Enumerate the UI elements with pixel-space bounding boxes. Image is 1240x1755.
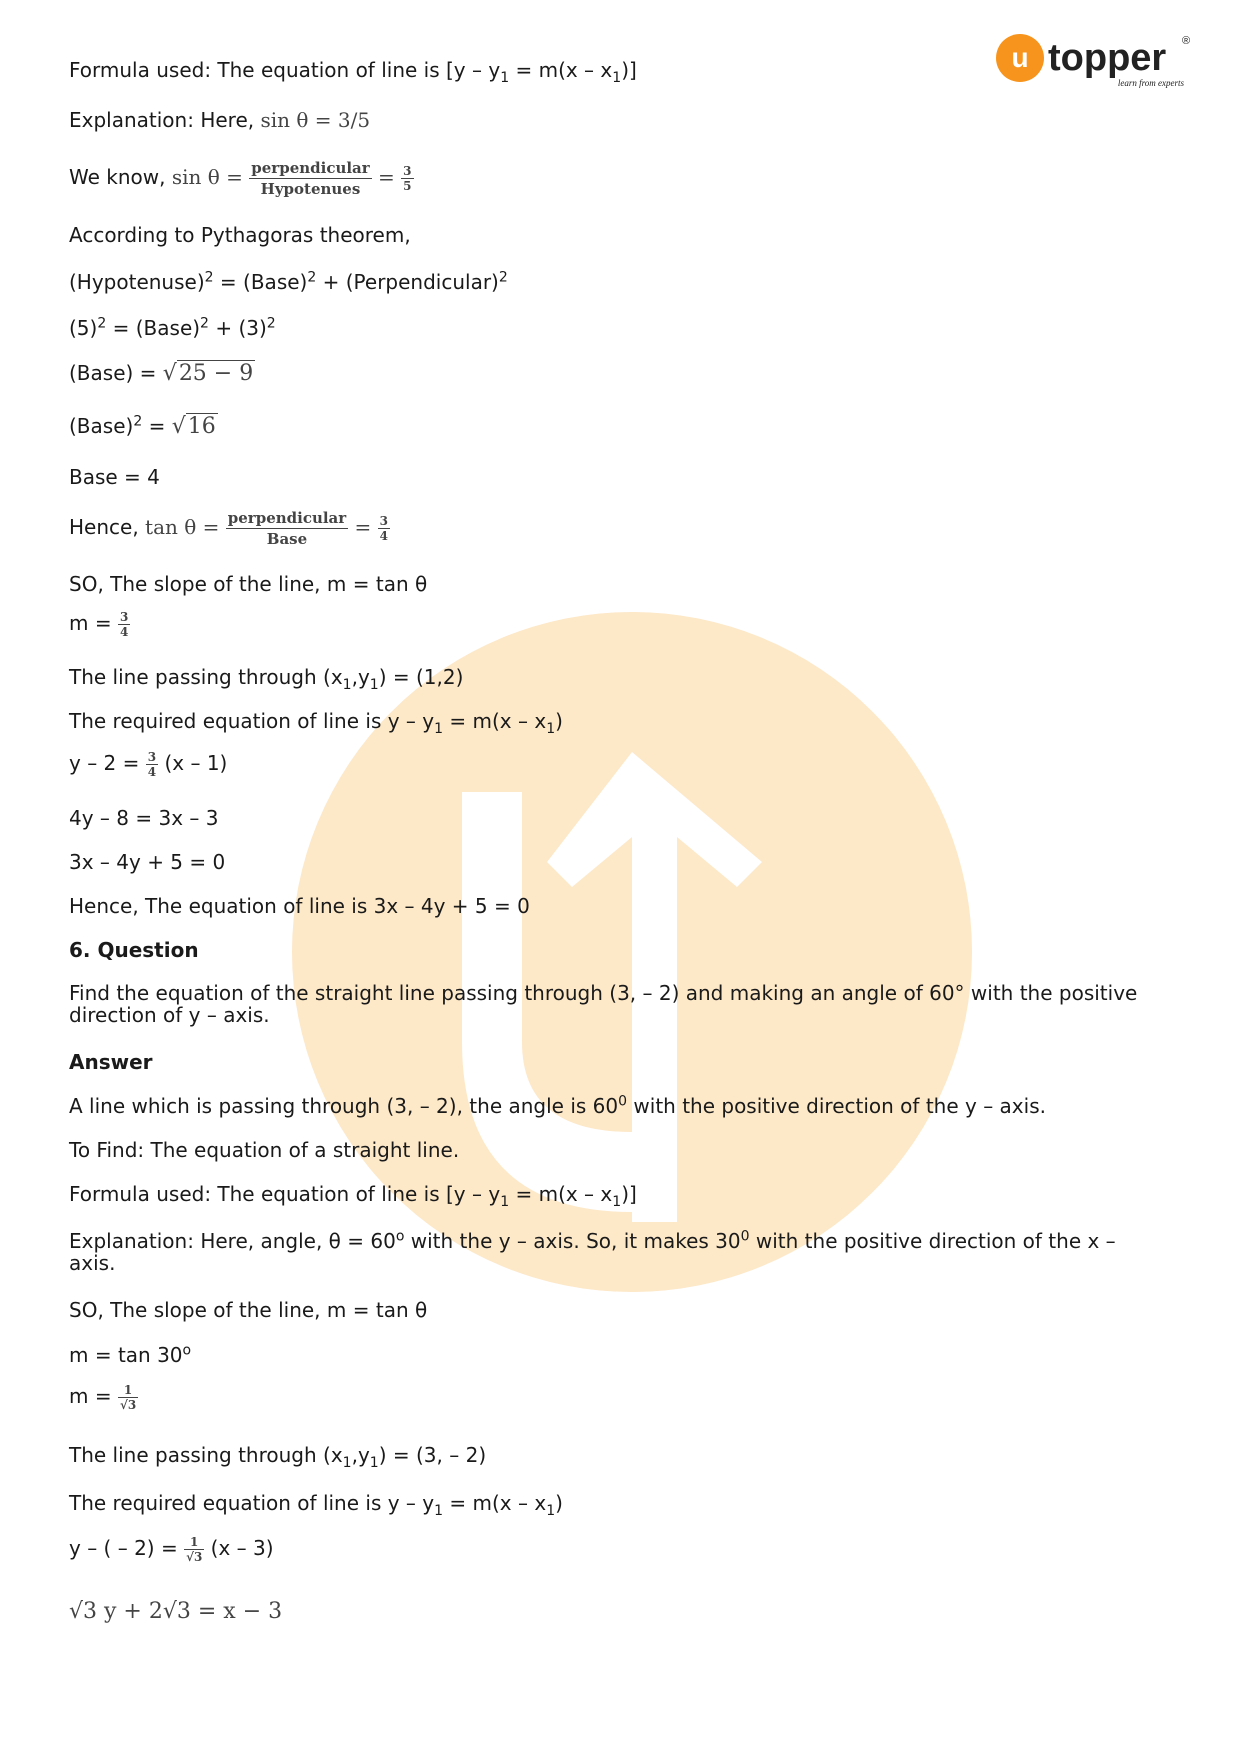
tan-definition-line: Hence, tan θ = $\frac{\text{perpendicular}}{\text{Base}}$ = $\frac{3}{4}$ [69,509,389,548]
answer-given-line: A line which is passing through (3, – 2), the angle is $60^0$ with the positive direction of the y – axis. [69,1093,1046,1118]
simplify-line-1: 4y – 8 = 3x – 3 [69,806,219,830]
logo-registered: ® [1182,35,1191,47]
fraction-3-4: $\frac{3}{4}$ [379,514,389,543]
question-heading: 6. Question [69,938,199,962]
slope-value-1: m = $\frac{3}{4}$ [69,610,129,639]
slope-line-1: SO, The slope of the line, m = tan θ [69,572,428,596]
sin-definition-line: We know, sin θ = $\frac{\text{perpendicular}}{\text{Hypotenues}}$ = $\frac{3}{5}$ [69,159,412,198]
substitution-line-2: y – ( – 2) = $\frac{1}{√3}$ (x – 3) [69,1535,274,1564]
simplify-line-2: 3x – 4y + 5 = 0 [69,850,226,874]
pythagoras-substitution: $(5)^2$ = (Base)$^2$ + $(3)^2$ [69,315,276,340]
logo-mark: u [1011,42,1029,73]
final-equation-line: √3 y + 2√3 = x − 3 [69,1599,283,1624]
logo-tagline: learn from experts [1117,78,1184,88]
explanation-line-2: Explanation: Here, angle, $\theta = 60^o$ with the y – axis. So, it makes $30^0$ with the positive direction of the x – axis. [69,1228,1116,1275]
pythagoras-equation: (Hypotenuse)$^2$ = (Base)$^2$ + (Perpendicular)$^2$ [69,269,508,294]
topper-logo [992,30,1192,92]
point-line-2: The line passing through $(x_1,y_1) = (3$, – 2) [69,1443,487,1471]
required-equation-1: The required equation of line is $y - y_1 = m(x - x_1)$ [69,709,563,737]
substitution-line-1: y – 2 = $\frac{3}{4}$ (x – 1) [69,750,228,779]
fraction-perp-base: $\frac{\text{perpendicular}}{\text{Base}}$ [227,509,347,548]
fraction-3-5: $\frac{3}{5}$ [403,164,412,193]
answer-heading: Answer [69,1050,153,1074]
slope-tan30-line: m = tan 30$^o$ [69,1342,192,1367]
pythagoras-intro: According to Pythagoras theorem, [69,223,411,247]
formula-line-2: Formula used: The equation of line is $[y - y_1 = m(x - x_1)]$ [69,1182,637,1210]
to-find-line: To Find: The equation of a straight line. [69,1138,460,1162]
slope-line-2: SO, The slope of the line, m = tan θ [69,1298,428,1322]
result-line-1: Hence, The equation of line is 3x – 4y + 5 = 0 [69,894,530,918]
logo-name: topper [1048,37,1167,79]
base-value-line: Base = 4 [69,465,160,489]
base-squared-line: (Base)$^2$ = √16 [69,413,216,439]
formula-line-1: Formula used: The equation of line is $[y - y_1 = m(x - x_1)]$ [69,58,637,86]
slope-value-2: m = $\frac{1}{√3}$ [69,1383,137,1412]
required-equation-2: The required equation of line is $y - y_1 = m(x - x_1)$ [69,1491,563,1519]
explanation-line-1: Explanation: Here, sin θ = 3/5 [69,108,371,132]
point-line-1: The line passing through $(x_1,y_1) = (1,2)$ [69,665,464,693]
base-sqrt-line: (Base) = √25 − 9 [69,361,254,386]
question-text: Find the equation of the straight line passing through (3, – 2) and making an angle of 60° with the positive direction of y – axis. [69,981,1138,1027]
fraction-perp-hyp: $\frac{\text{perpendicular}}{\text{Hypotenues}}$ [251,159,370,198]
